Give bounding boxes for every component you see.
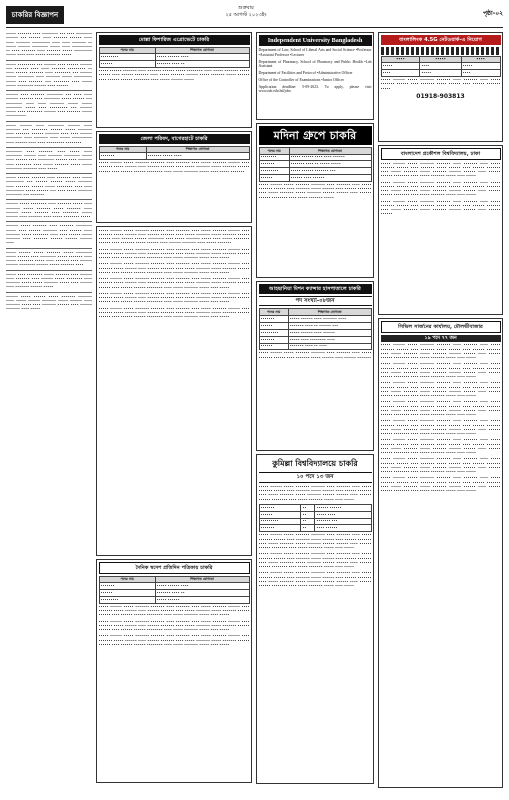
- iub-line: Department of Pharmacy, School of Pharmacy and Public Health •Lab Assistant: [258, 59, 372, 69]
- job-table: পদের নাম শিক্ষাগত যোগ্যতা ••••••• ••••••• ••••• ••••: [99, 146, 250, 161]
- classified-text: ••••• •••• •••••••• ••••• ••••••• •••• •••••• •••• ••••••• •••• •••••• ••••• •••••••• •••• ••••••• ••••• ••••• ••••••• ••••• •••• •••••• •••• ••••••• •••••• •••••: [6, 272, 92, 290]
- col-header: শিক্ষাগত যোগ্যতা: [155, 576, 249, 583]
- col-header: পদের নাম: [99, 146, 146, 153]
- posts-count: পদ সংখ্যা-০৮জন: [259, 296, 372, 307]
- ad-title: আহছানিয়া মিশন ক্যান্সার হাসপাতালে চাকরি: [259, 284, 372, 295]
- col-header: পদের নাম: [99, 47, 155, 54]
- classified-text: •••••• ••••• •••••••• •••• ••••••• ••••• •••• ••••••• ••••• ••••••• ••••• ••••••• •••• •••••• ••••• ••••••• •••• •••••••• ••••• •••••• •••• ••••••• •••• ••••• •••••••• •••••: [6, 202, 92, 219]
- job-table: ••••••• •• •••••• •••••• •••••• •• ••••• •••• ••••••••• •• ••••••• ••• ••••••• •• •••• ••••••: [259, 504, 372, 532]
- classified-text: ••••• •••••• •••• •••••••• •••••• •••• ••••••• ••• •••••••• •••••• ••••• ••••••• •••• ••••••• •••••• ••••••• •••• •••• •••••• •••••••• •••• ••••••• •••• ••••• •••••••••• •••• •••••• •••• •••• ••••••••• ••••••••: [6, 123, 92, 145]
- column-classifieds: [6, 32, 92, 792]
- job-table: •••• ••••• •••• ••••• •••• ••••• •••• ••••• ••••: [381, 56, 501, 78]
- posts-count: ১৯ পদে ৭৭ জন: [381, 335, 501, 343]
- ad-banglalink: বাংলালিংক 4.5G নেটওয়ার্ক-এ নিয়োগ •••• ••••• •••• ••••• •••• ••••• •••• ••••• •••• ••••• •••••• ••••• ••••••• ••••••• •••• ••••••• •••• ••••• ••••••• •••••• •••• ••••••• ••••• •••••• •••• •••••• ••••••• ••••• 01918-903813: [378, 32, 503, 142]
- ad-iub: [256, 32, 374, 120]
- ad-madina-group: মদিনা গ্রুপে চাকরি পদের নাম শিক্ষাগত যোগ্যতা •••••••• ••••• •••••• •••• •••• •••••• ••••••• ••••••• •••• •• ••••• ••••• ••••••••• ••••• •••••• ••••••• ••• •••••• •••••• •••• •••••• ••••• •••••• ••••• ••••••• ••••••• •••• ••••••• •••• ••••• ••••••• •••••• •••• ••••••• ••••• •••••• •••• •••••• ••••••• •••• ••••• ••••••• ••••• ••••••• •••••• •••••• •••• •••••• •••••• •••••••• •••• ••••• ••••••• •••••: [256, 123, 374, 278]
- day-label: শুক্রবার: [238, 5, 254, 11]
- column-three: [256, 32, 374, 792]
- column-middle: [96, 32, 252, 792]
- ad-mollik-fisheries: মোল্লা ফিশারিজ এগ্রোভেটে চাকরি পদের নাম শিক্ষাগত যোগ্যতা ••••••••• ••••• •••••• •••• •••••• ••••••• •••• •• ••••• •••••• ••••••• •••• ••••••• •••••• ••••• •••••••• •••• ••••• ••••••• ••••• •••••• •••• •••••• ••••••• •••• ••••• ••••••• •••••• ••••• ••••••• ••••• •••••• •••• •••••• •••••• •••••••• •••• ••••• •••••• •••••: [96, 32, 252, 128]
- column-four: [378, 32, 503, 792]
- iub-line: Department of Facilities and Protocol •Administrative Officer: [258, 71, 353, 76]
- ad-comilla-university: কুমিল্লা বিশ্ববিদ্যালয়ে চাকরি ১০ পদে ১৩ জন ••••• •••••• ••••• ••••••• ••••••• •••• ••••••• •••• ••••• ••••••• •••••• •••• ••••••• ••••• •••••• •••• •••••• ••••••• •••• ••••• ••••••• ••••• ••••••• •••••• •••••• •••• •••••• •••••• •••••••• •••• ••••• ••••••• ••••• •••• ••••• ••••••• •• •••••• •••••• •••••• •• ••••• •••• ••••••••• •• ••••••• ••• ••••••• •• •••• •••••• ••••• •••••• ••••• ••••••• ••••••• •••• ••••••• •••• ••••• ••••••• •••••• •••• ••••••• ••••• •••••• •••• •••••• ••••••• •••• ••••• ••••••• ••••• ••••••• •••••• •••••• •••• •••••• •••••• •••••••• •••• ••••• ••••••• ••••• •••• ••••• ••••• •••••• ••••• ••••••• ••••••• •••• ••••••• •••• ••••• ••••••• •••••• •••• ••••••• ••••• •••••• •••• •••••• ••••••• •••• ••••• ••••••• ••••• ••••••• •••••• •••••• •••• •••••• •••••• •••••••• •••• ••••• ••••••• ••••• •••• ••••• ••••• •••••• ••••• ••••••• ••••••• •••• ••••••• •••• ••••• ••••••• •••••• •••• ••••••• ••••• •••••• •••• •••••• ••••••• •••• ••••• ••••••• ••••• ••••••• •••••• •••••• •••• •••••• •••••• •••••••• •••• ••••• ••••••• ••••• •••• •••••: [256, 454, 374, 784]
- ad-ahsania-mission: ••••• •••••• ••••• ••••••• ••••••• •••• ••••••• •••• ••••• ••••••• •••••• •••• ••••••• ••••• •••••• •••• •••••• ••••••• •••• ••••• ••••••• ••••• ••••••• •••••• •••••• •••• •••••• •••••• •••••••• •••• ••••• ••••••• ••••• •••• ••••• •••••••• •••••• •••• ••••••• ••••• •••••• •••• •••••• ••••••• •••• ••••• ••••••• ••••• •••••• ••••• ••••••• ••••••• •••• ••••••• •••• ••••• ••••••• •••••• •••• ••••••• ••••• •••••• •••• •••••• ••••••• •••• ••••• ••••••• ••••• ••••••• •••••• •••••• •••• •••••• •••••• •••••••• •••• ••••• ••••••• ••••• •••• ••••• ••••• •••••• ••••• ••••••• ••••••• •••• ••••••• •••• ••••• ••••••• •••••• •••• ••••••• ••••• •••••• •••• •••••• ••••••• •••• ••••• ••••••• ••••• ••••••• •••••• •••••• •••• •••••• •••••• •••••••• •••• ••••• ••••••• ••••• •••• ••••• ••••• •••••• ••••• ••••••• ••••••• •••• ••••••• •••• ••••• ••••••• •••••• •••• ••••••• ••••• •••••• •••• •••••• ••••••• •••• ••••• ••••••• ••••• ••••••• •••••• •••••• •••• •••••• •••••• •••••••• •••• ••••• ••••••• ••••• •••• ••••• ••••• •••••• ••••• ••••••• ••••••• •••• ••••••• •••• ••••• ••••••• •••••• •••• ••••••• ••••• •••••• •••• •••••• ••••••• •••• ••••• ••••••• ••••• ••••••• •••••• •••••• •••• •••••• •••••• •••••••• •••• ••••• ••••••• ••••• •••• ••••• ••••• •••••• ••••• ••••••• ••••••• •••• ••••••• •••• ••••• ••••••• •••••• •••• ••••••• ••••• •••••• •••• •••••• ••••••• •••• ••••• ••••••• ••••• ••••••• •••••• •••••• •••• •••••• •••••• •••••••• •••• ••••• ••••••• ••••• •••• •••••: [96, 226, 252, 556]
- ad-civil-surgeon: সিভিল সার্জনের কার্যালয়, মৌলভীবাজার ১৯ পদে ৭৭ জন ••••• •••••• ••••• ••••••• ••••••• •••• ••••••• •••• ••••• ••••••• •••••• •••• ••••••• ••••• •••••• •••• •••••• ••••••• •••• ••••• ••••••• ••••• ••••••• •••••• •••••• •••• •••••• •••••• •••••••• •••• ••••• ••••••• ••••• •••• ••••• ••••• •••••• ••••• ••••••• ••••••• •••• ••••••• •••• ••••• ••••••• •••••• •••• ••••••• ••••• •••••• •••• •••••• ••••••• •••• ••••• ••••••• ••••• ••••••• •••••• •••••• •••• •••••• •••••• •••••••• •••• ••••• ••••••• ••••• •••• ••••• ••••• •••••• ••••• ••••••• ••••••• •••• ••••••• •••• ••••• ••••••• •••••• •••• ••••••• ••••• •••••• •••• •••••• ••••••• •••• ••••• ••••••• ••••• ••••••• •••••• •••••• •••• •••••• •••••• •••••••• •••• ••••• ••••••• ••••• •••• ••••• ••••• •••••• ••••• ••••••• ••••••• •••• ••••••• •••• ••••• ••••••• •••••• •••• ••••••• ••••• •••••• •••• •••••• ••••••• •••• ••••• ••••••• ••••• ••••••• •••••• •••••• •••• •••••• •••••• •••••••• •••• ••••• ••••••• ••••• •••• ••••• ••••• •••••• ••••• ••••••• ••••••• •••• ••••••• •••• ••••• ••••••• •••••• •••• ••••••• ••••• •••••• •••• •••••• ••••••• •••• ••••• ••••••• ••••• ••••••• •••••• •••••• •••• •••••• •••••• •••••••• •••• ••••• ••••••• ••••• •••• ••••• ••••• •••••• ••••• ••••••• ••••••• •••• ••••••• •••• ••••• ••••••• •••••• •••• ••••••• ••••• •••••• •••• •••••• ••••••• •••• ••••• ••••••• ••••• ••••••• •••••• •••••• •••• •••••• •••••• •••••••• •••• ••••• ••••••• ••••• •••• ••••• ••••• •••••• ••••• ••••••• ••••••• •••• ••••••• •••• ••••• ••••••• •••••• •••• ••••••• ••••• •••••• •••• •••••• ••••••• •••• ••••• ••••••• ••••• ••••••• •••••• •••••• •••• •••••• •••••• •••••••• •••• ••••• ••••••• ••••• •••• ••••• ••••• •••••• ••••• ••••••• ••••••• •••• ••••••• •••• ••••• ••••••• •••••• •••• ••••••• ••••• •••••• •••• •••••• ••••••• •••• ••••• ••••••• ••••• ••••••• •••••• •••••• •••• •••••• •••••• •••••••• •••• ••••• ••••••• ••••• •••• •••••: [378, 318, 503, 788]
- job-table: পদের নাম শিক্ষাগত যোগ্যতা ••••••••• ••••• •••••• •••• •••••• ••••••• •••• ••: [99, 47, 250, 69]
- iub-line: Application deadline: 5-09-2023. To apply, please visit www.iub.edu.bd/jobs: [258, 84, 372, 94]
- col-header: শিক্ষাগত যোগ্যতা: [289, 147, 371, 154]
- ad-title: জেলা পরিষদ, বাগেরহাটে চাকরি: [99, 134, 250, 145]
- col-header: পদের নাম: [259, 147, 289, 154]
- job-table: পদের নাম শিক্ষাগত যোগ্যতা •••••••• ••••• •••••• •••• •••• •••••• ••••••• ••••••• •••• •• ••••• ••••• ••••••••• ••••• •••••• ••••••• ••• •••••• •••••• •••• ••••••: [259, 147, 372, 182]
- col-header: পদের নাম: [99, 576, 155, 583]
- ad-title: কুমিল্লা বিশ্ববিদ্যালয়ে চাকরি: [272, 458, 358, 468]
- iub-line: Department of Law, School of Liberal Arts and Social Science •Professor •Assistant Professor •Lecturer: [258, 48, 372, 57]
- col-header: শিক্ষাগত যোগ্যতা: [146, 146, 249, 153]
- ad-title: মদিনা গ্রুপে চাকরি: [259, 126, 372, 146]
- classified-text: •••••••• •••• ••••••• •••• ••••• •••• •••••••• •••••• •••• ••••••• •••••••• ••••• •••• •••••• •••• •••••••• •••••• •••• ••••••• •••• •••••••• •••• ••••• ••••••• ••••• ••••• •••••••• ••••••• •••• •••••: [6, 149, 92, 171]
- job-table: পদের নাম শিক্ষাগত যোগ্যতা ••••••• ••••• •••••• •••• •••••• ••••••• •••• •• ••••••••• ••••• ••••••: [99, 576, 250, 604]
- page-number: পৃষ্ঠা-০২: [482, 10, 503, 17]
- ad-title: বাংলাদেশ প্রকৌশল বিশ্ববিদ্যালয়, ঢাকা: [381, 148, 501, 161]
- col-header: শিক্ষাগত যোগ্যতা: [155, 47, 249, 54]
- classified-text: ••••• ••••••• •••• •••••••• ••• •••• •••••••• •••••• ••• •••••• •••• ••••••• •••••• •••• •••• ••••••• ••••••••• •••• •••• ••••••• •• ••••• •••••• •••••••• ••••• •••• •••••••••• •• •••• ••••••• •••• ••••••• ••••• ••••••••• ••••• •••• •••• ••••• ••••••• •••••: [6, 32, 92, 58]
- ad-swadesh-pratidin: দৈনিক স্বদেশ প্রতিদিন পত্রিকায় চাকরি পদের নাম শিক্ষাগত যোগ্যতা ••••••• ••••• •••••• •••• •••••• ••••••• •••• •• ••••••••• ••••• •••••• ••••• •••••• ••••• ••••••• ••••••• •••• ••••••• •••• ••••• ••••••• •••••• •••• ••••••• ••••• •••••• •••• •••••• ••••••• •••• ••••• ••••••• ••••• ••••••• •••••• •••••• •••• •••••• •••••• •••••••• •••• ••••• ••••••• ••••• •••• ••••• ••••• •••••• ••••• ••••••• ••••••• •••• ••••••• •••• ••••• ••••••• •••••• •••• ••••••• ••••• •••••• •••• •••••• ••••••• •••• ••••• ••••••• ••••• ••••••• •••••• •••••• •••• •••••• •••••• •••••••• •••• ••••• ••••••• ••••• •••• ••••• ••••• •••••• ••••• ••••••• ••••••• •••• ••••••• •••• ••••• ••••••• •••••• •••• ••••••• ••••• •••••• •••• •••••• ••••••• •••• ••••• ••••••• ••••• ••••••• •••••• •••••• •••• •••••• •••••• •••••••• •••• ••••• ••••••• ••••• •••• •••••: [96, 559, 252, 783]
- ad-zila-parishad: জেলা পরিষদ, বাগেরহাটে চাকরি পদের নাম শিক্ষাগত যোগ্যতা ••••••• ••••••• ••••• •••• ••••• •••••• ••••• ••••••• ••••••• •••• ••••••• •••• ••••• ••••••• •••••• •••• ••••••• ••••• •••••• •••• •••••• ••••••• •••• ••••• ••••••• ••••• ••••••• •••••• •••••• •••• •••••• •••••• •••••••• •••• ••••• ••••••• ••••• •••• ••••• •••••••: [96, 131, 252, 223]
- masthead: [6, 4, 503, 28]
- ad-title: সিভিল সার্জনের কার্যালয়, মৌলভীবাজার: [381, 321, 501, 334]
- section-logo: চাকরির বিজ্ঞাপন: [6, 6, 64, 24]
- ad-title: Independent University Bangladesh: [259, 35, 372, 47]
- classified-text: •••••• ••••• •••••• ••••• ••••••• ••••••• •••• ••••• •••••• ••••••• ••••• •••••• •••• ••••••• ••••• •••• ••••••• •••••• •••• •••••• ••••••• •••• •••••: [6, 294, 92, 312]
- classified-text: •••••• ••••• ••••••• •••• ••••••• •••••••• ••••• •••• •••••• ••••••• •••• •••••• •••• ••••••• ••••• •••••••• •••• •••• •••••• ••••• ••••••• •••• ••••••• •••••• •••••• •••••• ••••: [6, 224, 92, 246]
- posts-count: ১০ পদে ১৩ জন: [259, 472, 372, 483]
- col-header: শিক্ষাগত যোগ্যতা: [288, 309, 371, 316]
- classified-text: ••••• •••••• ••••••• •••• ••••••• •••• ••••• ••••••••• ••• •••••• •••••• ••••• ••••••• •••• ••••••• •••••• ••••• •••••••• •••• •••• ••••••••• ••••• •••••• ••• •••• ••••• ••••••• •••••••• ••• •••••••: [6, 176, 92, 197]
- ad-title: দৈনিক স্বদেশ প্রতিদিন পত্রিকায় চাকরি: [99, 562, 250, 575]
- job-table: পদের নাম শিক্ষাগত যোগ্যতা ••••••• ••••• •••••• •••• ••••••• •••• •••••• ••••••• •••• •• •••••• ••• ••••••••• ••••• •••••• •••• •••••• ••••••• ••••• •••• •••••••• •••• •••••• ••••••• •••• •• ••••: [259, 308, 372, 350]
- decorative-stripes: [381, 47, 501, 55]
- classified-text: •••••• •••• ••••••• •••••••• ••• •••• •••• •••••• ••••••• •••• •••••••• ••••• •••••• ••• •••••••• •••• •••• ••••••• ••••• ••••• •••••••• ••••• •••• ••••••••• ••• •••••• ••••• •••• •••••••• •••••• •••• ••••••• ••••• ••••••••••: [6, 93, 92, 119]
- classified-text: ••••• •••••• ••••• ••••••• ••••• •••••••• ••••• •••••• •••• •••••••• ••••• ••••••• •••• ••••• •••••••• ••••• •••• ••••••• •••• •••••• •••••• •••••••• •••••• ••••• ••••••• ••••: [6, 250, 92, 268]
- col-header: পদের নাম: [259, 309, 288, 316]
- date-label: ২৫ আগস্ট ২০২৩ইং: [225, 11, 267, 18]
- ad-title: বাংলালিংক 4.5G নেটওয়ার্ক-এ নিয়োগ: [381, 35, 501, 46]
- contact-phone: 01918-903813: [416, 92, 465, 100]
- ad-bpu: বাংলাদেশ প্রকৌশল বিশ্ববিদ্যালয়, ঢাকা ••••• •••••• ••••• ••••••• ••••••• •••• ••••••• •••• ••••• ••••••• •••••• •••• ••••••• ••••• •••••• •••• •••••• ••••••• •••• ••••• ••••••• ••••• ••••••• •••••• •••••• •••• •••••• •••••• •••••••• •••• ••••• ••••••• ••••• •••• ••••• ••••• •••••• ••••• ••••••• ••••••• •••• ••••••• •••• ••••• ••••••• •••••• •••• ••••••• ••••• •••••• •••• •••••• ••••••• •••• ••••• ••••••• ••••• ••••••• •••••• •••••• •••• •••••• •••••• •••••••• •••• ••••• ••••••• ••••• •••• ••••• ••••• •••••• ••••• ••••••• ••••••• •••• ••••••• •••• ••••• ••••••• •••••• •••• ••••••• ••••• •••••• •••• •••••• ••••••• •••• ••••• ••••••• ••••• ••••••• •••••• •••••• •••• •••••• ••••••: [378, 145, 503, 315]
- classified-text: ••••• ••••••••• ••• •••••• •••• •••••• •••••• ••• ••••••• •••• •••• ••••••• ••••••••• •• •••• •••••• ••••••• •••• •••••••• ••• •••••• ••••• •••••••• •••• ••••••• ••••• ••••••••• ••••• •••• ••••••• ••• •••••••• •••• ••••• ••••• •••••••• •••••• •••• ••••••: [6, 62, 92, 88]
- ad-title: মোল্লা ফিশারিজ এগ্রোভেটে চাকরি: [99, 35, 250, 46]
- ad-ahsania-table: আহছানিয়া মিশন ক্যান্সার হাসপাতালে চাকরি পদ সংখ্যা-০৮জন পদের নাম শিক্ষাগত যোগ্যতা ••••••• ••••• •••••• •••• ••••••• •••• •••••• ••••••• •••• •• •••••• ••• ••••••••• ••••• •••••• •••• •••••• ••••••• ••••• •••• •••••••• •••• •••••• ••••••• •••• •• •••• ••••• •••••• ••••• ••••••• ••••••• •••• ••••••• •••• ••••• ••••••• •••••• •••• ••••••• ••••• •••••• •••• •••••• •••••••: [256, 281, 374, 451]
- date-block: [216, 5, 276, 18]
- iub-line: Office of the Controller of Examinations •Junior Officer: [258, 77, 344, 82]
